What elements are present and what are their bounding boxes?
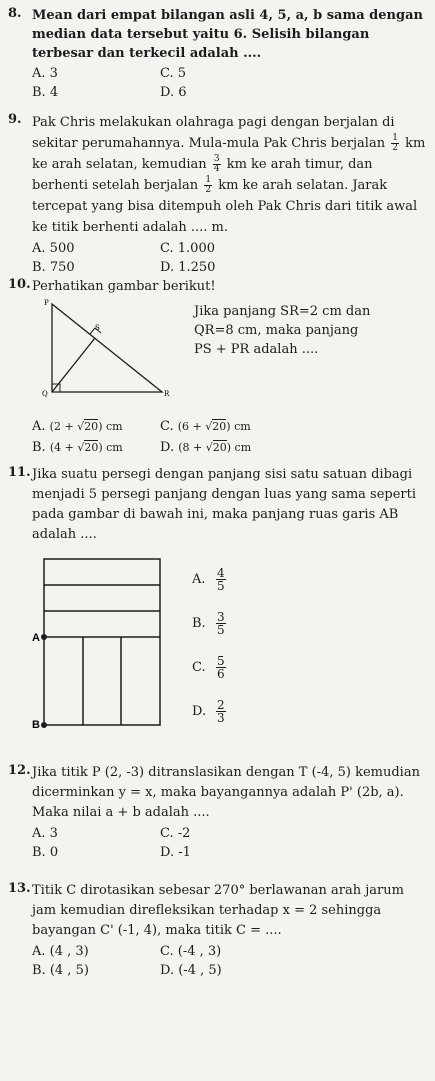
answer-options [32, 239, 427, 277]
answer-options [192, 557, 228, 733]
question-number: 10. [8, 277, 31, 292]
option-d[interactable]: D. $\frac{2}{3}$ [192, 697, 225, 725]
option-d[interactable]: D. 1.250 [160, 260, 216, 275]
option-b[interactable]: B. (4 + √20) cm [32, 440, 123, 455]
question-text: Perhatikan gambar berikut! [32, 279, 216, 294]
option-b[interactable]: B. 4 [32, 85, 59, 100]
option-c[interactable]: C. -2 [160, 826, 191, 841]
label-s: S [95, 324, 100, 332]
option-a[interactable]: A. $\frac{4}{5}$ [192, 565, 225, 593]
answer-options [32, 64, 427, 102]
option-b[interactable]: B. 750 [32, 260, 75, 275]
question-number: 13. [8, 881, 31, 896]
option-b[interactable]: B. 0 [32, 845, 59, 860]
label-p: P [44, 299, 49, 307]
option-c[interactable]: C. 1.000 [160, 241, 215, 256]
question-9 [8, 112, 427, 275]
option-c[interactable]: C. 5 [160, 66, 187, 81]
option-c[interactable]: C. (6 + √20) cm [160, 419, 251, 434]
question-12 [8, 763, 427, 873]
option-d[interactable]: D. (8 + √20) cm [160, 440, 252, 455]
question-10 [8, 277, 427, 455]
question-13 [8, 881, 427, 980]
option-a[interactable]: A. (2 + √20) cm [32, 419, 123, 434]
label-a: A [32, 632, 40, 644]
answer-options [32, 824, 427, 862]
option-a[interactable]: A. 3 [32, 66, 58, 81]
label-q: Q [42, 390, 48, 398]
option-d[interactable]: D. (-4 , 5) [160, 963, 222, 978]
question-number: 8. [8, 6, 22, 21]
question-text: Titik C dirotasikan sebesar 270° berlawanan arah jarum jam kemudian direfleksikan terhadap x = 2 sehingga bayangan C' (-1, 4), maka titik C = .... [32, 883, 404, 938]
option-a[interactable]: A. 500 [32, 241, 75, 256]
question-number: 12. [8, 763, 31, 778]
label-b: B [32, 719, 40, 729]
option-b[interactable]: B. $\frac{3}{5}$ [192, 609, 225, 637]
question-8 [8, 6, 427, 98]
question-11 [8, 465, 427, 755]
square-figure [32, 557, 162, 729]
question-text: Mean dari empat bilangan asli 4, 5, a, b sama dengan median data tersebut yaitu 6. Selisih bilangan terbesar dan terkecil adalah .... [32, 8, 423, 61]
option-d[interactable]: D. 6 [160, 85, 187, 100]
question-text: Jika titik P (2, -3) ditranslasikan dengan T (-4, 5) kemudian dicerminkan y = x, maka bayangannya adalah P' (2b, a). Maka nilai a + b adalah .... [32, 765, 420, 820]
triangle-figure [32, 296, 182, 414]
fraction: $\frac{1}{2}$ [205, 175, 212, 195]
question-text: Pak Chris melakukan olahraga pagi dengan berjalan di sekitar perumahannya. Mula-mula Pak Chris berjalan $\frac{1}{2}$ km ke arah selatan, kemudian $\frac{3}{4}$ km ke arah timur, dan berhenti setelah berjalan $\frac{1}{2}$ km ke arah selatan. Jarak tercepat yang bisa ditempuh oleh Pak Chris dari titik awal ke titik berhenti adalah .... m. [32, 115, 426, 235]
fraction: $\frac{1}{2}$ [392, 133, 398, 153]
option-c[interactable]: C. (-4 , 3) [160, 944, 222, 959]
fraction: $\frac{3}{4}$ [213, 154, 220, 174]
option-c[interactable]: C. $\frac{5}{6}$ [192, 653, 225, 681]
option-b[interactable]: B. (4 , 5) [32, 963, 89, 978]
answer-options [32, 942, 427, 980]
question-description: Jika panjang SR=2 cm dan QR=8 cm, maka panjang PS + PR adalah .... [194, 304, 371, 357]
option-d[interactable]: D. -1 [160, 845, 191, 860]
label-r: R [164, 390, 170, 398]
question-text: Jika suatu persegi dengan panjang sisi satu satuan dibagi menjadi 5 persegi panjang dengan luas yang sama seperti pada gambar di bawah ini, maka panjang ruas garis AB adalah .... [32, 467, 417, 542]
question-number: 11. [8, 465, 31, 480]
option-a[interactable]: A. 3 [32, 826, 58, 841]
question-number: 9. [8, 112, 22, 127]
answer-options [32, 416, 427, 458]
option-a[interactable]: A. (4 , 3) [32, 944, 89, 959]
